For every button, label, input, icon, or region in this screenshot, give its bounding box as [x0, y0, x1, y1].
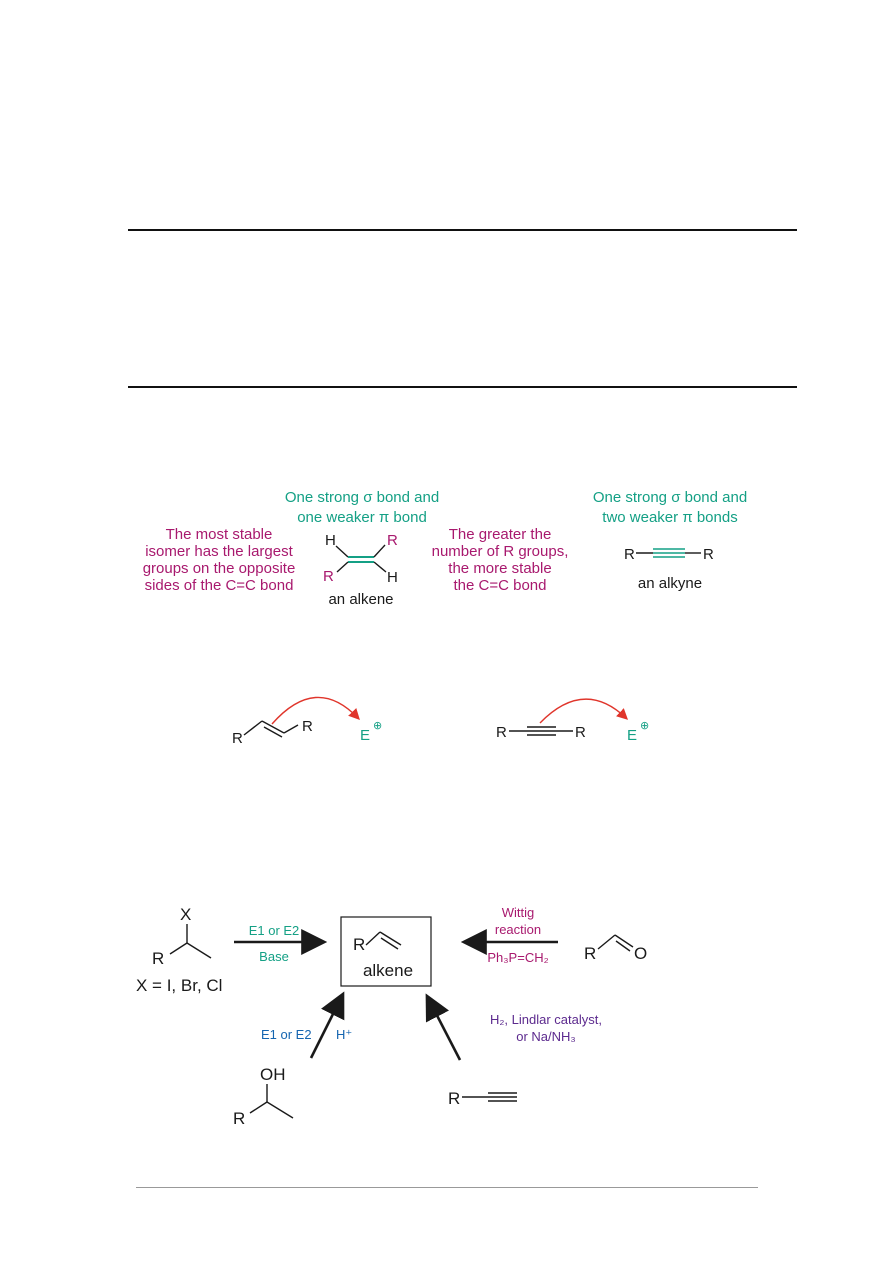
alcohol	[233, 1065, 293, 1128]
dehydration-acid: H⁺	[336, 1027, 353, 1042]
attack-alkene-r-left: R	[232, 730, 243, 747]
r-groups-note-line1: The greater the	[448, 526, 552, 543]
wittig-reagent: Ph₃P=CH₂	[487, 950, 549, 965]
alkyl-halide	[136, 905, 222, 995]
aldehyde	[584, 935, 647, 963]
r-groups-note-line3: the more stable	[448, 560, 552, 577]
reduction-label-line2: or Na/NH₃	[516, 1029, 576, 1044]
wittig-label-line1: Wittig	[501, 905, 535, 920]
attack-alkyne-r-left: R	[496, 724, 507, 741]
aldehyde-o: O	[634, 944, 648, 963]
alcohol-oh: OH	[260, 1065, 286, 1084]
alkyne-bond-note-line1: One strong σ bond and	[592, 489, 748, 506]
alkene-label: an alkene	[328, 591, 394, 608]
attack-alkyne-electrophile: E	[627, 727, 638, 744]
alkene-h-bottom: H	[387, 569, 398, 586]
alkyne-r-right: R	[703, 546, 714, 563]
attack-alkene-electrophile: E	[360, 727, 371, 744]
alkene-bond-note-line2: one weaker π bond	[297, 509, 427, 526]
alkyne-bond-note-line2: two weaker π bonds	[602, 509, 738, 526]
stable-isomer-note-line2: isomer has the largest	[145, 543, 293, 560]
alkene-r-bottom: R	[323, 568, 334, 585]
alcohol-r: R	[233, 1109, 246, 1128]
alkyne-r-left: R	[624, 546, 635, 563]
dehydration-label: E1 or E2	[261, 1027, 312, 1042]
aldehyde-r: R	[584, 944, 597, 963]
wittig-label-line2: reaction	[494, 922, 542, 937]
elim-top-label: E1 or E2	[248, 923, 300, 938]
attack-alkyne-charge: ⊕	[640, 720, 650, 732]
terminal-alkyne-r: R	[448, 1089, 461, 1108]
attack-alkyne-r-right: R	[575, 724, 586, 741]
stable-isomer-note-line3: groups on the opposite	[142, 560, 296, 577]
stable-isomer-note-line1: The most stable	[165, 526, 273, 543]
r-groups-note-line4: the C=C bond	[453, 577, 547, 594]
halide-note: X = I, Br, Cl	[136, 976, 223, 995]
reduction-label-line1: H₂, Lindlar catalyst,	[490, 1012, 602, 1027]
center-alkene-r: R	[353, 935, 366, 954]
halide-r: R	[152, 949, 165, 968]
terminal-alkyne	[448, 1089, 517, 1108]
attack-alkene-charge: ⊕	[373, 720, 383, 732]
halide-x: X	[180, 905, 192, 924]
elim-base-label: Base	[259, 949, 289, 964]
stable-isomer-note-line4: sides of the C=C bond	[144, 577, 294, 594]
attack-alkene-r-right: R	[302, 718, 313, 735]
center-alkene-label: alkene	[362, 961, 414, 980]
alkyne-label: an alkyne	[637, 575, 703, 592]
r-groups-note-line2: number of R groups,	[431, 543, 569, 560]
alkene-h-top: H	[325, 532, 336, 549]
alkene-bond-note-line1: One strong σ bond and	[284, 489, 440, 506]
footer-rule	[136, 1187, 758, 1188]
alkene-r-top: R	[387, 532, 398, 549]
